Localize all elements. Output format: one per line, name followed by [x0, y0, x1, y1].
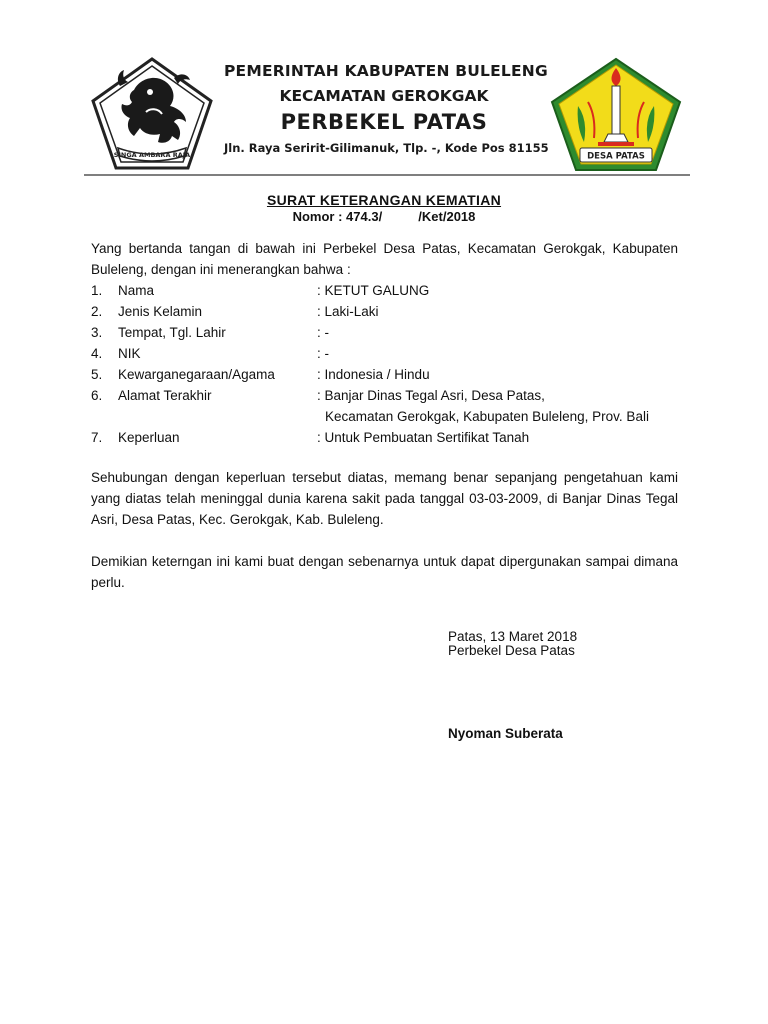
field-value: Kecamatan Gerokgak, Kabupaten Buleleng, Prov. Bali	[325, 409, 649, 424]
government-name: PEMERINTAH KABUPATEN BULELENG	[224, 62, 548, 80]
field-value: : Banjar Dinas Tegal Asri, Desa Patas,	[317, 388, 545, 403]
field-value: : KETUT GALUNG	[317, 283, 430, 298]
field-label: Nama	[118, 283, 155, 298]
field-number: 1.	[91, 283, 103, 298]
field-value: : Indonesia / Hindu	[317, 367, 430, 382]
signer-position: Perbekel Desa Patas	[448, 643, 575, 658]
field-row	[91, 301, 691, 322]
field-label: Alamat Terakhir	[118, 388, 212, 403]
letterhead	[84, 52, 690, 176]
body-paragraph: Sehubungan dengan keperluan tersebut diatas, memang benar sepanjang pengetahuan kami yang diatas telah meninggal dunia karena sakit pada tanggal 03-03-2009, di Banjar Dinas Tegal Asri, Desa Patas, Kec. Gerokgak, Kab. Buleleng.	[91, 470, 678, 527]
monument-emblem-icon	[548, 56, 684, 174]
field-row	[91, 385, 691, 406]
field-number: 3.	[91, 325, 103, 340]
lion-emblem-icon	[90, 56, 214, 172]
field-number: 7.	[91, 430, 103, 445]
field-number: 2.	[91, 304, 103, 319]
letterhead-text	[224, 62, 549, 155]
field-label: Keperluan	[118, 430, 180, 445]
signature-block	[448, 630, 577, 658]
document-number: Nomor : 474.3/ /Ket/2018	[292, 209, 476, 224]
title-block	[0, 192, 768, 224]
field-label: Tempat, Tgl. Lahir	[118, 325, 226, 340]
field-number: 5.	[91, 367, 103, 382]
field-value: : Laki-Laki	[317, 304, 379, 319]
closing-paragraph: Demikian keterngan ini kami buat dengan sebenarnya untuk dapat dipergunakan sampai dimana perlu.	[91, 554, 678, 590]
field-row	[91, 280, 691, 301]
field-number: 4.	[91, 346, 103, 361]
field-row-continuation	[91, 406, 691, 427]
field-value: : -	[317, 346, 329, 361]
district-name: KECAMATAN GEROKGAK	[279, 87, 489, 105]
field-value: : -	[317, 325, 329, 340]
field-row	[91, 322, 691, 343]
field-label: Jenis Kelamin	[118, 304, 203, 319]
right-logo-text: DESA PATAS	[587, 151, 645, 162]
office-address: Jln. Raya Seririt-Gilimanuk, Tlp. -, Kode Pos 81155	[224, 141, 549, 155]
field-row	[91, 364, 691, 385]
intro-paragraph: Yang bertanda tangan di bawah ini Perbekel Desa Patas, Kecamatan Gerokgak, Kabupaten Buleleng, dengan ini menerangkan bahwa :	[91, 241, 678, 277]
field-value: : Untuk Pembuatan Sertifikat Tanah	[317, 430, 530, 445]
left-logo-text: SINGA AMBARA RAJA	[113, 151, 191, 159]
field-number: 6.	[91, 388, 103, 403]
field-label: Kewarganegaraan/Agama	[118, 367, 275, 382]
place-date: Patas, 13 Maret 2018	[448, 629, 578, 644]
letterhead-rule	[84, 174, 690, 176]
field-row	[91, 427, 691, 448]
signer-name: Nyoman Suberata	[448, 726, 563, 741]
details-list	[91, 280, 691, 448]
office-name: PERBEKEL PATAS	[280, 110, 488, 134]
field-label: NIK	[118, 346, 141, 361]
field-row	[91, 343, 691, 364]
document-title: SURAT KETERANGAN KEMATIAN	[266, 192, 502, 208]
